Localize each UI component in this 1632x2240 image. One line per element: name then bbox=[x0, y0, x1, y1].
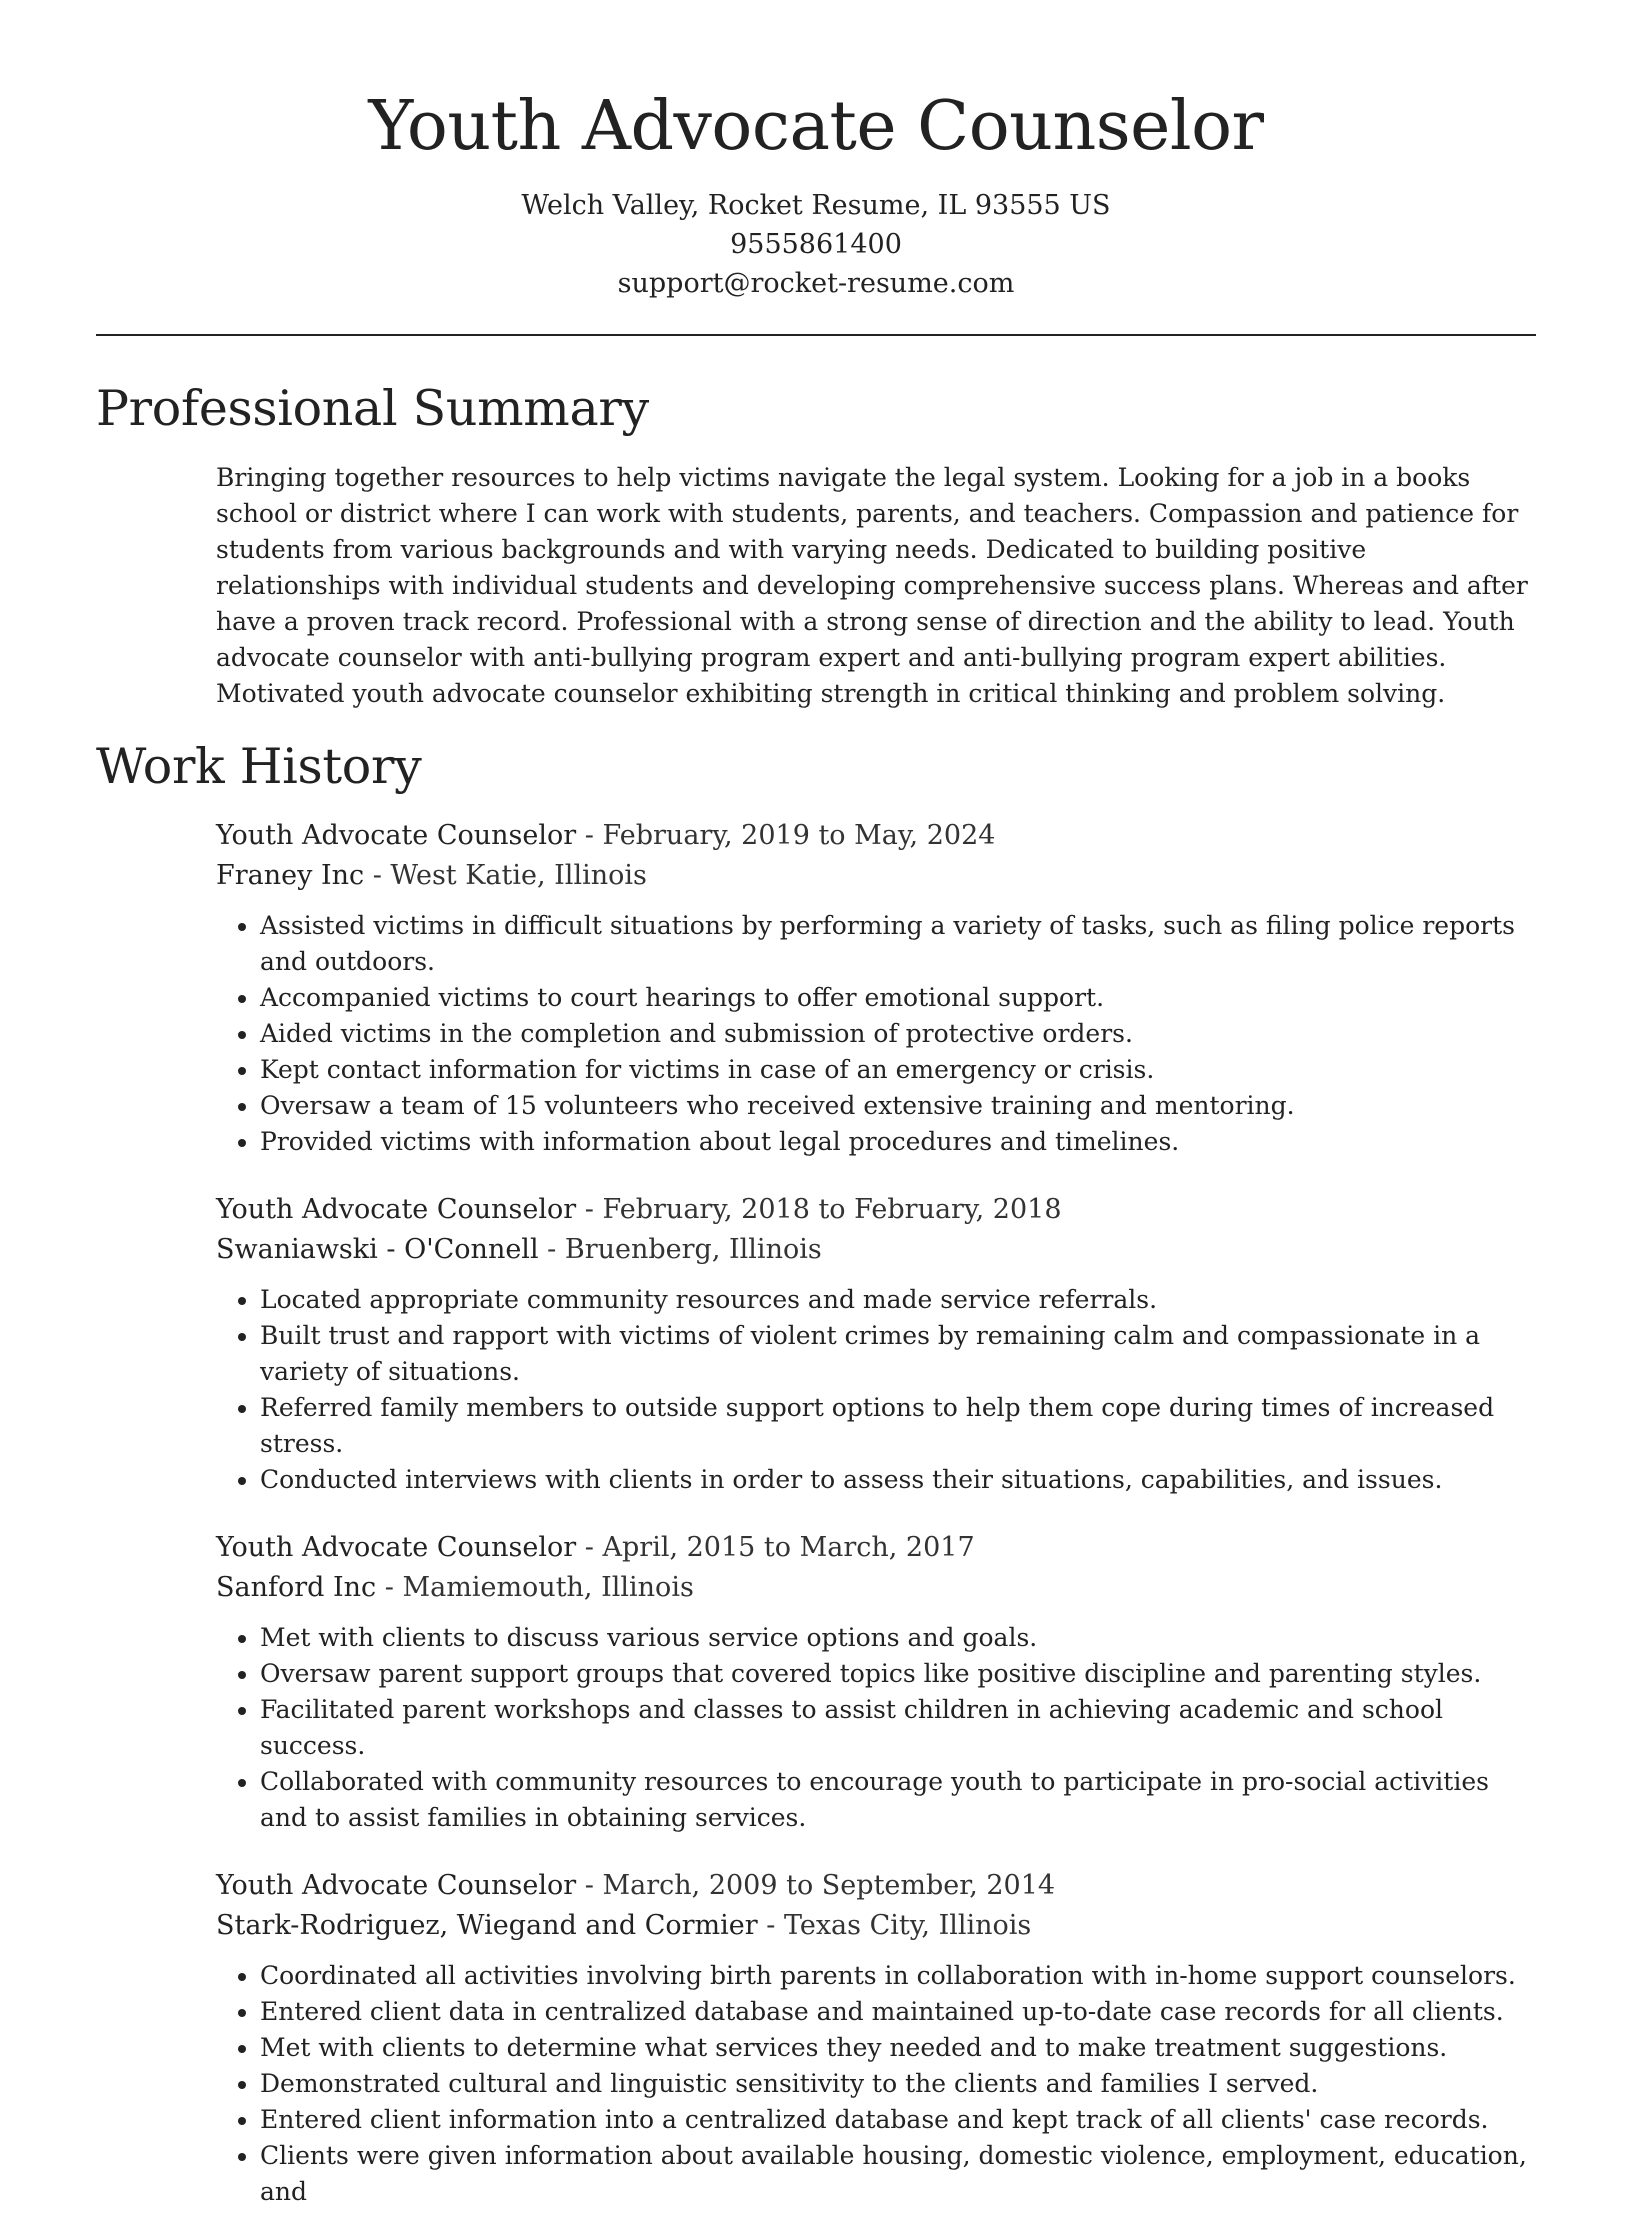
job-location: - Texas City, Illinois bbox=[766, 1910, 1032, 1941]
job-role: Youth Advocate Counselor bbox=[216, 820, 577, 851]
list-item: • Assisted victims in difficult situations by performing a variety of tasks, such as filing police reports and outdoors. bbox=[260, 908, 1536, 980]
job-role: Youth Advocate Counselor bbox=[216, 1194, 577, 1225]
list-item: • Entered client data in centralized database and maintained up-to-date case records for all clients. bbox=[260, 1994, 1536, 2030]
job-bullets bbox=[216, 1620, 1536, 1836]
list-item: • Kept contact information for victims in case of an emergency or crisis. bbox=[260, 1052, 1536, 1088]
job-company: Swaniawski - O'Connell bbox=[216, 1234, 539, 1265]
job-company-line bbox=[216, 856, 1536, 896]
list-item: • Provided victims with information about legal procedures and timelines. bbox=[260, 1124, 1536, 1160]
candidate-name: Youth Advocate Counselor bbox=[368, 87, 1264, 166]
job-entry bbox=[216, 1190, 1536, 1498]
job-company-line bbox=[216, 1230, 1536, 1270]
list-item: • Entered client information into a centralized database and kept track of all clients' case records. bbox=[260, 2102, 1536, 2138]
email: support@rocket-resume.com bbox=[617, 268, 1015, 299]
header-divider bbox=[96, 334, 1536, 336]
job-entry bbox=[216, 816, 1536, 1160]
list-item: • Conducted interviews with clients in order to assess their situations, capabilities, and issues. bbox=[260, 1462, 1536, 1498]
job-dates: - February, 2019 to May, 2024 bbox=[584, 820, 996, 851]
job-title-line bbox=[216, 1528, 1536, 1568]
phone: 9555861400 bbox=[730, 229, 902, 260]
job-bullets bbox=[216, 908, 1536, 1160]
job-role: Youth Advocate Counselor bbox=[216, 1532, 577, 1563]
job-entry bbox=[216, 1528, 1536, 1836]
list-item: • Demonstrated cultural and linguistic sensitivity to the clients and families I served. bbox=[260, 2066, 1536, 2102]
job-dates: - March, 2009 to September, 2014 bbox=[584, 1870, 1056, 1901]
job-company: Stark-Rodriguez, Wiegand and Cormier bbox=[216, 1910, 758, 1941]
list-item: • Referred family members to outside support options to help them cope during times of increased stress. bbox=[260, 1390, 1536, 1462]
job-company-line bbox=[216, 1568, 1536, 1608]
list-item: • Aided victims in the completion and submission of protective orders. bbox=[260, 1016, 1536, 1052]
job-company: Franey Inc bbox=[216, 860, 365, 891]
list-item: • Built trust and rapport with victims of violent crimes by remaining calm and compassionate in a variety of situations. bbox=[260, 1318, 1536, 1390]
job-title-line bbox=[216, 1866, 1536, 1906]
job-location: - West Katie, Illinois bbox=[372, 860, 647, 891]
list-item: • Coordinated all activities involving birth parents in collaboration with in-home support counselors. bbox=[260, 1958, 1536, 1994]
contact-block bbox=[96, 186, 1536, 303]
job-bullets bbox=[216, 1282, 1536, 1498]
work-history-heading: Work History bbox=[96, 738, 422, 795]
job-entry bbox=[216, 1866, 1536, 2210]
list-item: • Accompanied victims to court hearings to offer emotional support. bbox=[260, 980, 1536, 1016]
list-item: • Clients were given information about available housing, domestic violence, employment, education, and bbox=[260, 2138, 1536, 2210]
address: Welch Valley, Rocket Resume, IL 93555 US bbox=[521, 190, 1111, 221]
list-item: • Located appropriate community resources and made service referrals. bbox=[260, 1282, 1536, 1318]
job-dates: - February, 2018 to February, 2018 bbox=[584, 1194, 1062, 1225]
list-item: • Facilitated parent workshops and classes to assist children in achieving academic and school success. bbox=[260, 1692, 1536, 1764]
job-company: Sanford Inc bbox=[216, 1572, 377, 1603]
job-title-line bbox=[216, 816, 1536, 856]
list-item: • Met with clients to determine what services they needed and to make treatment suggestions. bbox=[260, 2030, 1536, 2066]
list-item: • Met with clients to discuss various service options and goals. bbox=[260, 1620, 1536, 1656]
job-location: - Mamiemouth, Illinois bbox=[384, 1572, 694, 1603]
list-item: • Oversaw parent support groups that covered topics like positive discipline and parenting styles. bbox=[260, 1656, 1536, 1692]
list-item: • Collaborated with community resources to encourage youth to participate in pro-social activities and to assist families in obtaining services. bbox=[260, 1764, 1536, 1836]
list-item: • Oversaw a team of 15 volunteers who received extensive training and mentoring. bbox=[260, 1088, 1536, 1124]
job-bullets bbox=[216, 1958, 1536, 2210]
summary-text: Bringing together resources to help victims navigate the legal system. Looking for a job in a books school or district where I can work with students, parents, and teachers. Compassion and patience for students from various backgrounds and with varying needs. Dedicated to building positive relationships with individual students and developing comprehensive success plans. Whereas and after have a proven track record. Professional with a strong sense of direction and the ability to lead. Youth advocate counselor with anti-bullying program expert and anti-bullying program expert abilities. Motivated youth advocate counselor exhibiting strength in critical thinking and problem solving. bbox=[216, 463, 1528, 708]
job-location: - Bruenberg, Illinois bbox=[547, 1234, 822, 1265]
resume-page bbox=[96, 0, 1536, 2240]
summary-heading: Professional Summary bbox=[96, 380, 649, 437]
job-role: Youth Advocate Counselor bbox=[216, 1870, 577, 1901]
resume-header bbox=[96, 0, 1536, 303]
job-title-line bbox=[216, 1190, 1536, 1230]
job-dates: - April, 2015 to March, 2017 bbox=[584, 1532, 975, 1563]
job-list bbox=[216, 816, 1536, 2210]
job-company-line bbox=[216, 1906, 1536, 1946]
